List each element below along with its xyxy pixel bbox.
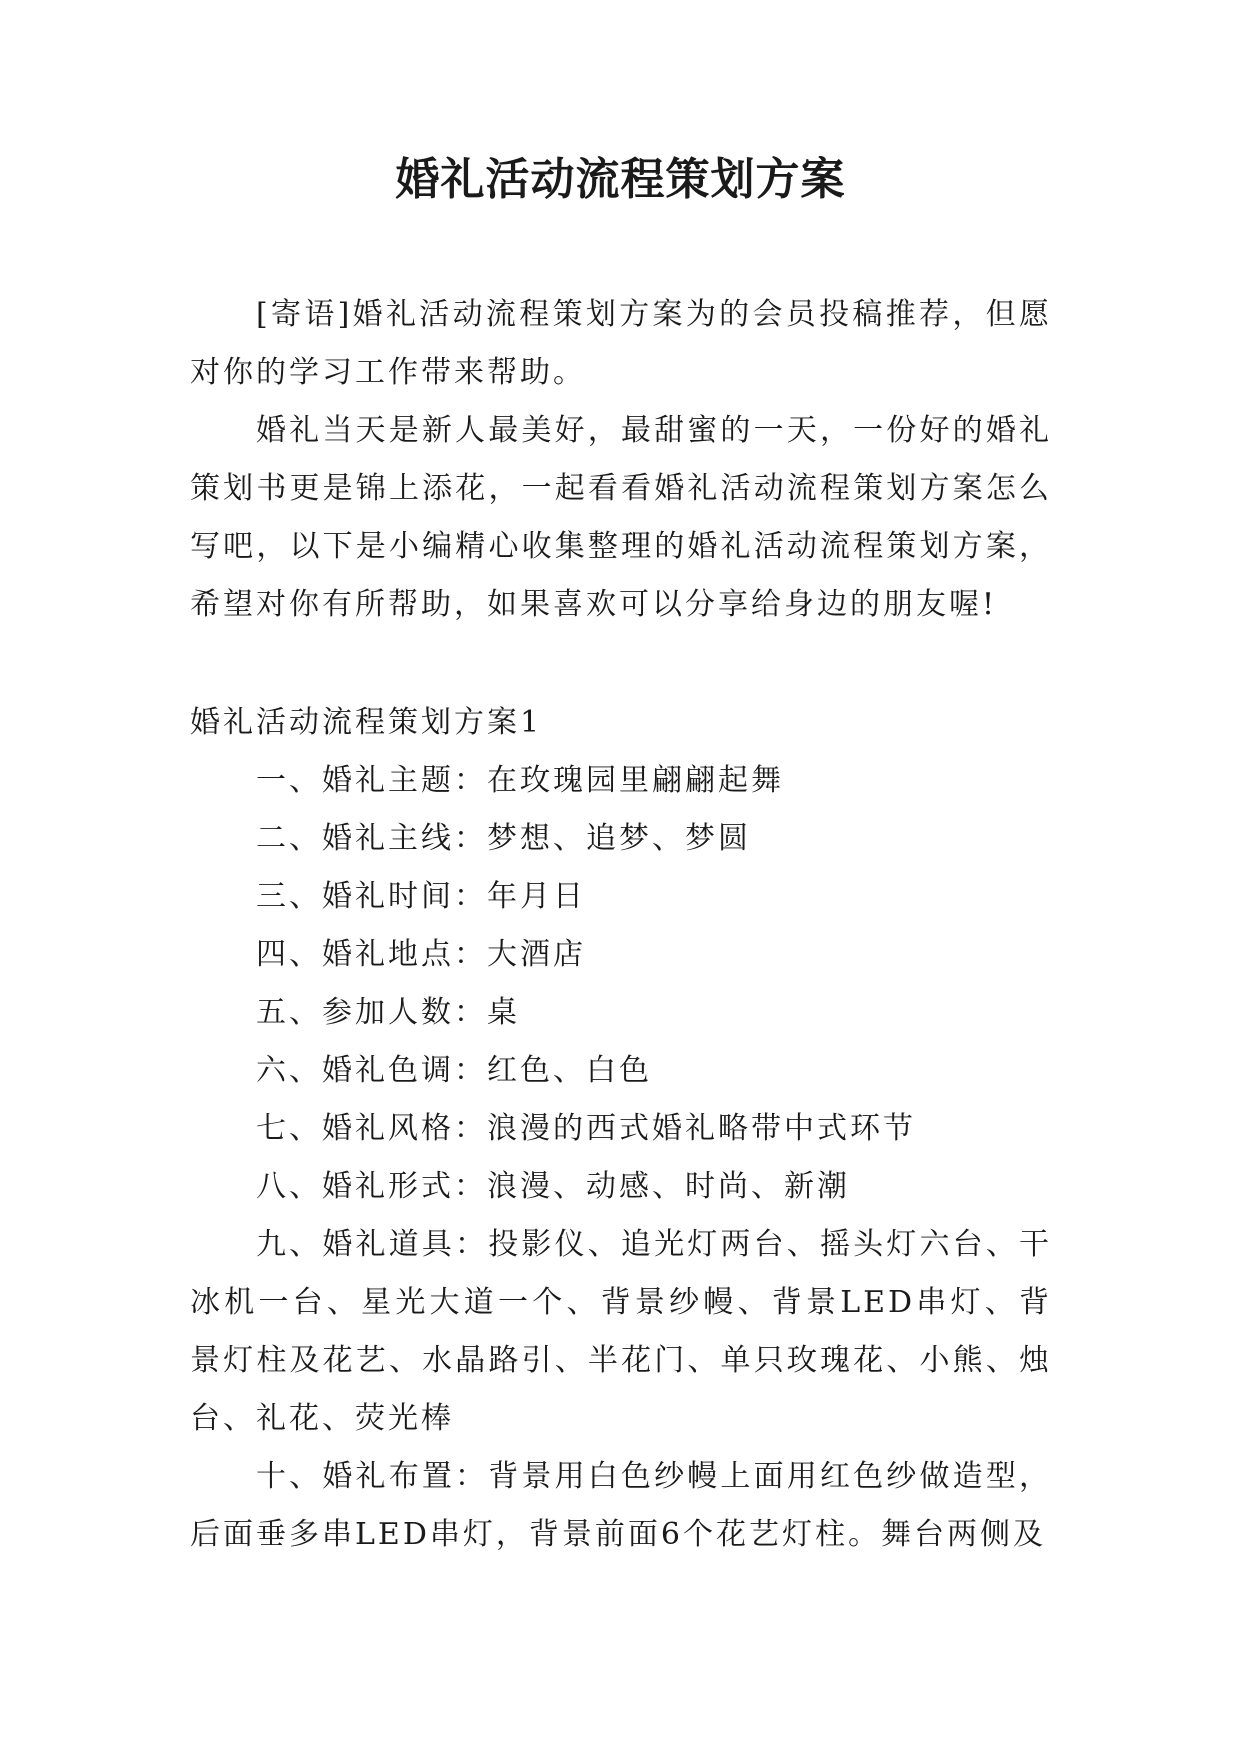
plan-item-venue: 四、婚礼地点：大酒店 (256, 937, 586, 972)
plan-item-props: 九、婚礼道具：投影仪、追光灯两台、摇头灯六台、干冰机一台、星光大道一个、背景纱幔、背景LED串灯、背景灯柱及花艺、水晶路引、半花门、单只玫瑰花、小熊、烛台、礼花、荧光棒 (190, 1227, 1052, 1436)
plan-item-format: 八、婚礼形式：浪漫、动感、时尚、新潮 (256, 1169, 850, 1204)
document-title: 婚礼活动流程策划方案 (395, 154, 846, 205)
intro-paragraph-foreword: [寄语]婚礼活动流程策划方案为的会员投稿推荐，但愿对你的学习工作带来帮助。 (190, 297, 1052, 390)
plan-item-theme: 一、婚礼主题：在玫瑰园里翩翩起舞 (256, 763, 784, 798)
document-body (190, 286, 1052, 1564)
plan-item-style: 七、婚礼风格：浪漫的西式婚礼略带中式环节 (256, 1111, 916, 1146)
plan-item-time: 三、婚礼时间：年月日 (256, 879, 586, 914)
plan-item-decoration: 十、婚礼布置：背景用白色纱幔上面用红色纱做造型，后面垂多串LED串灯，背景前面6个花艺灯柱。舞台两侧及 (190, 1459, 1052, 1552)
plan-item-attendees: 五、参加人数：桌 (256, 995, 520, 1030)
intro-paragraph-description: 婚礼当天是新人最美好，最甜蜜的一天，一份好的婚礼策划书更是锦上添花，一起看看婚礼活动流程策划方案怎么写吧，以下是小编精心收集整理的婚礼活动流程策划方案，希望对你有所帮助，如果喜欢可以分享给身边的朋友喔! (190, 413, 1052, 622)
plan-item-colors: 六、婚礼色调：红色、白色 (256, 1053, 652, 1088)
section-title: 婚礼活动流程策划方案1 (190, 705, 543, 740)
plan-item-storyline: 二、婚礼主线：梦想、追梦、梦圆 (256, 821, 751, 856)
